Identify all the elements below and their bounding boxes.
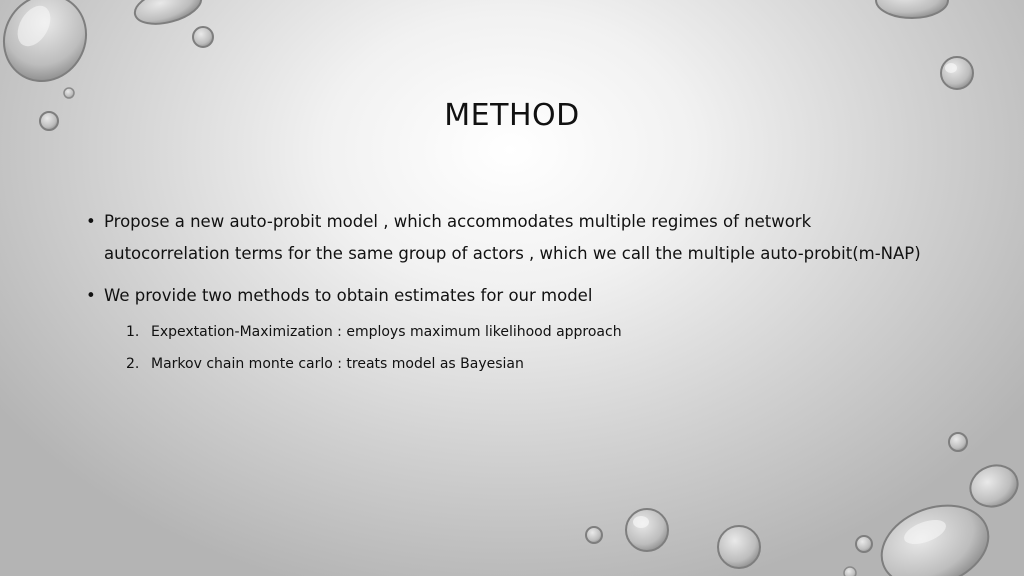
list-item bbox=[126, 348, 966, 380]
top-right-drops bbox=[876, 0, 973, 89]
list-item-text: Expextation-Maximization : employs maximum likelihood approach bbox=[151, 324, 622, 340]
bullet-line: autocorrelation terms for the same group of actors , which we call the multiple auto-probit(m-NAP) bbox=[104, 244, 921, 263]
numbered-list bbox=[86, 316, 966, 380]
bullet-text: We provide two methods to obtain estimates for our model bbox=[104, 286, 593, 305]
bullet-item bbox=[86, 280, 966, 312]
list-item-text: Markov chain monte carlo : treats model as Bayesian bbox=[151, 356, 524, 372]
bullet-line: Propose a new auto-probit model , which accommodates multiple regimes of network bbox=[104, 212, 812, 231]
list-number: 2. bbox=[126, 356, 140, 372]
slide-title: METHOD bbox=[444, 98, 580, 133]
bullet-marker: • bbox=[86, 286, 96, 305]
bullet-marker: • bbox=[86, 212, 96, 231]
slide-content bbox=[86, 206, 966, 380]
list-item bbox=[126, 316, 966, 348]
list-number: 1. bbox=[126, 324, 140, 340]
bottom-drops bbox=[586, 433, 1023, 576]
bullet-item bbox=[86, 206, 966, 270]
